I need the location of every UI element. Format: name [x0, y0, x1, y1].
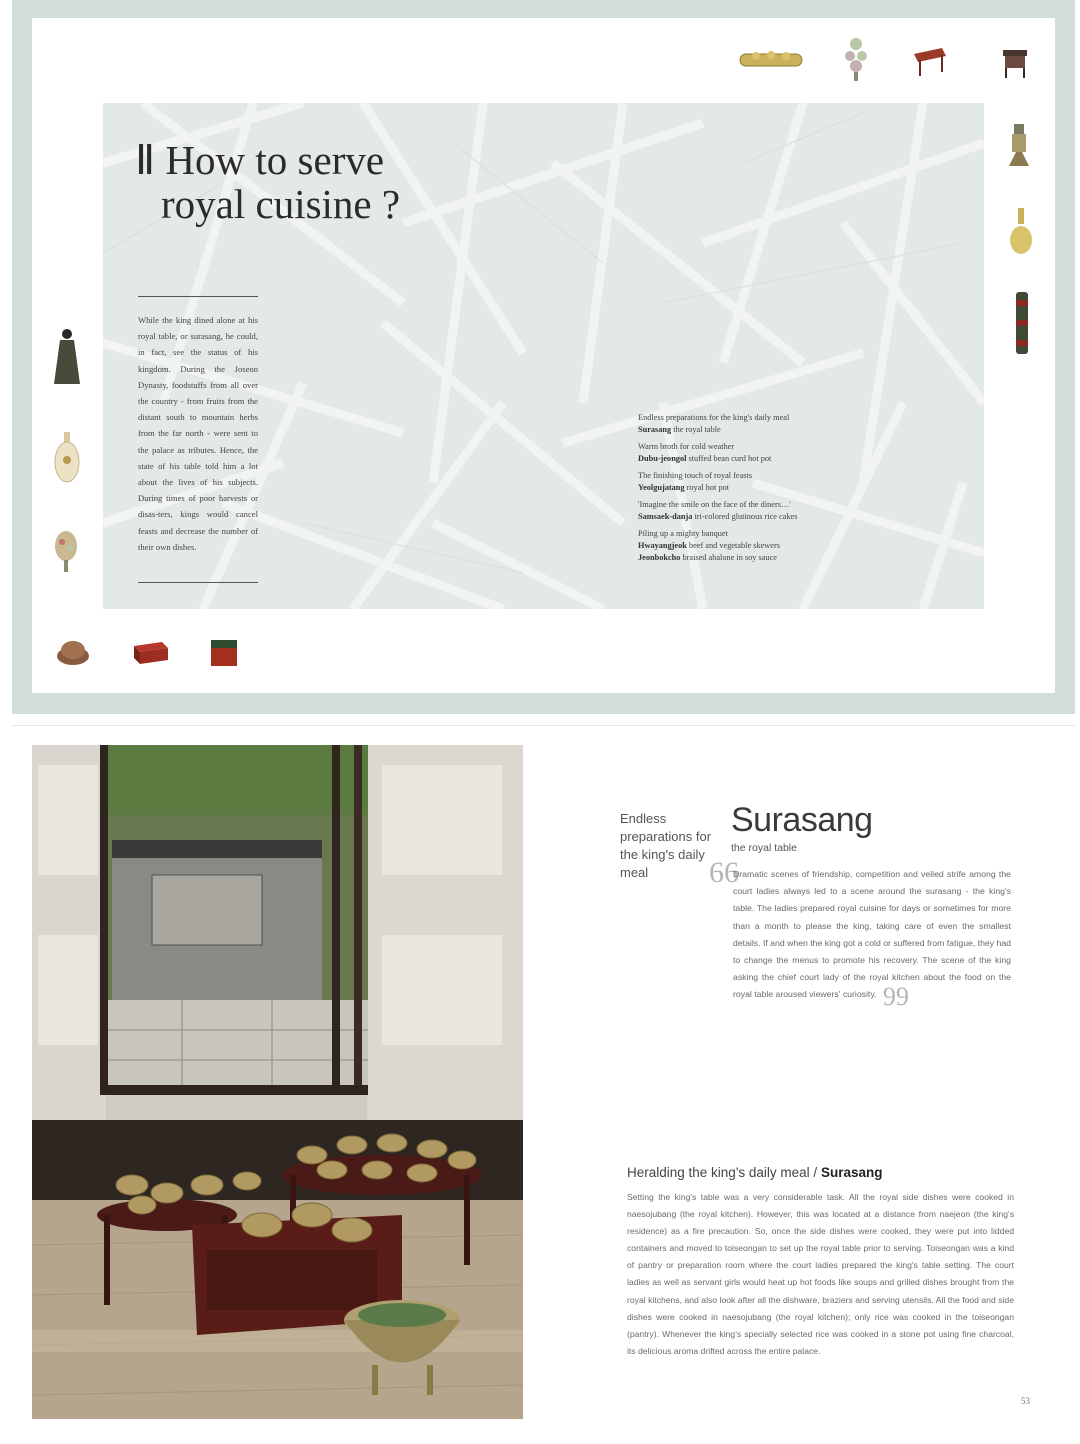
toc-dish-name: Samsaek-danja	[638, 512, 693, 521]
toc-entry	[638, 412, 878, 436]
toc-dish-description: tri-colored glutinous rice cakes	[694, 512, 798, 521]
tray-icon	[738, 46, 804, 70]
toc-entry-caption: The finishing touch of royal feasts	[638, 471, 753, 480]
toc-dish-name: Jeonbokcho	[638, 553, 681, 562]
toc-entry	[638, 470, 878, 494]
toc-dish-description: the royal table	[673, 425, 721, 434]
lantern-icon	[1006, 122, 1032, 168]
scroll-case-icon	[1014, 290, 1030, 356]
open-quote-mark: 66	[709, 856, 739, 889]
toc-dish-description: royal hot pot	[686, 483, 730, 492]
toc-entry-dish	[638, 511, 878, 523]
subsection-heading	[627, 1165, 882, 1180]
toc-dish-description: stuffed bean curd hot pot	[688, 454, 772, 463]
rice-cake-plate-icon	[56, 636, 90, 666]
flower-ornament-icon	[842, 34, 870, 82]
chapter-title-line1: Ⅱ How to serve	[135, 137, 385, 183]
toc-dish-name: Surasang	[638, 425, 672, 434]
subsection-heading-bold: Surasang	[820, 1165, 883, 1180]
cabinet-table-icon	[1000, 46, 1030, 80]
bottle-vase-icon	[1008, 206, 1034, 258]
body-paragraph: Setting the king's table was a very considerable task. All the royal side dishes were cooked in naesojubang (the royal kitchen). However, this was located at a distance from naejeon (the king's residence) as a fire precaution. So, once the side dishes were cooked, they were put into lidded containers and moved to toiseongan to set up the royal table prior to serving. Toiseongan was a kind of pantry or preparation room where the court ladies prepared the king's table setting. The court ladies as well as servant girls would heat up hot foods like soups and grilled dishes brought from the royal kitchens, and also look after all the dishware, braziers and serving utensils. All the food and side dishes were cooked in naesojubang (the royal kitchen); only rice was cooked in the toiseongan (pantry). Whenever the king's specially selected rice was cooked in a stone pot using fine charcoal, its delicious aroma drifted across the entire palace.	[627, 1192, 1014, 1356]
chapter-title-line2: royal cuisine ?	[161, 181, 401, 227]
toc-entry-dish	[638, 453, 878, 465]
pull-quote-text: Dramatic scenes of friendship, competition and veiled strife among the court ladies always led to a scene around the surasang - the king's table. The ladies prepared royal cuisine for days or sometimes for more than a month to please the king, taking care of even the smallest details. If and when the king got a cold or suffered from fatigue, they had to change the menus to promote his recovery. The scene of the king asking the chief court lady of the royal kitchen about the food on the royal table aroused viewers' curiosity.	[733, 869, 1012, 1000]
red-box-icon	[132, 638, 170, 666]
small-table-icon	[912, 46, 948, 78]
toc-entry-caption: Warm broth for cold weather	[638, 442, 735, 451]
side-caption: Endless preparations for the king's daily meal	[620, 811, 712, 880]
chapter-title	[135, 138, 400, 226]
toc-entry-dish	[638, 482, 878, 494]
flower-bouquet-icon	[52, 528, 80, 574]
court-lady-figure-icon	[52, 326, 82, 386]
lacquer-box-icon	[208, 636, 240, 670]
table-of-contents	[638, 412, 878, 569]
toc-entry-dish	[638, 424, 878, 436]
toc-entry-caption: Piling up a mighty banquet	[638, 529, 728, 538]
toc-entry	[638, 441, 878, 465]
toc-dish-name: Hwayangjeok	[638, 541, 687, 550]
close-quote-mark: 99	[882, 982, 909, 1012]
toc-entry-caption: 'Imagine the smile on the face of the diners…'	[638, 500, 791, 509]
ewer-icon	[52, 430, 82, 486]
page-number: 53	[1021, 1396, 1030, 1406]
toc-entry-dish	[638, 540, 878, 552]
toc-dish-description: braised abalone in soy sauce	[682, 553, 777, 562]
royal-table-scene	[32, 745, 523, 1419]
toc-entry	[638, 499, 878, 523]
toc-dish-name: Yeolgujatang	[638, 483, 685, 492]
toc-entry-caption: Endless preparations for the king's daily meal	[638, 413, 790, 422]
section-title: Surasang	[731, 801, 873, 839]
toc-entry	[638, 528, 878, 564]
toc-dish-name: Dubu-jeongol	[638, 454, 687, 463]
pull-quote	[733, 866, 1012, 1012]
subsection-heading-prefix: Heralding the king's daily meal /	[627, 1165, 821, 1180]
toc-dish-description: beef and vegetable skewers	[688, 541, 780, 550]
intro-paragraph: While the king dined alone at his royal table, or surasang, he could, in fact, see the status of his kingdom. During the Joseon Dynasty, foodstuffs from all over the country - from fruits from the distant south to mountain herbs from the far north - were sent to the palace as tributes. Hence, the state of his table told him a lot about the lives of his subjects. During times of poor harvests or disas-ters, kings would cancel feasts and decrease the number of their own dishes.	[138, 315, 258, 552]
intro-top-rule	[138, 296, 258, 297]
royal-table-photo	[32, 745, 523, 1419]
section-subtitle: the royal table	[731, 842, 797, 854]
toc-entry-dish	[638, 552, 878, 564]
intro-bottom-rule	[138, 582, 258, 583]
